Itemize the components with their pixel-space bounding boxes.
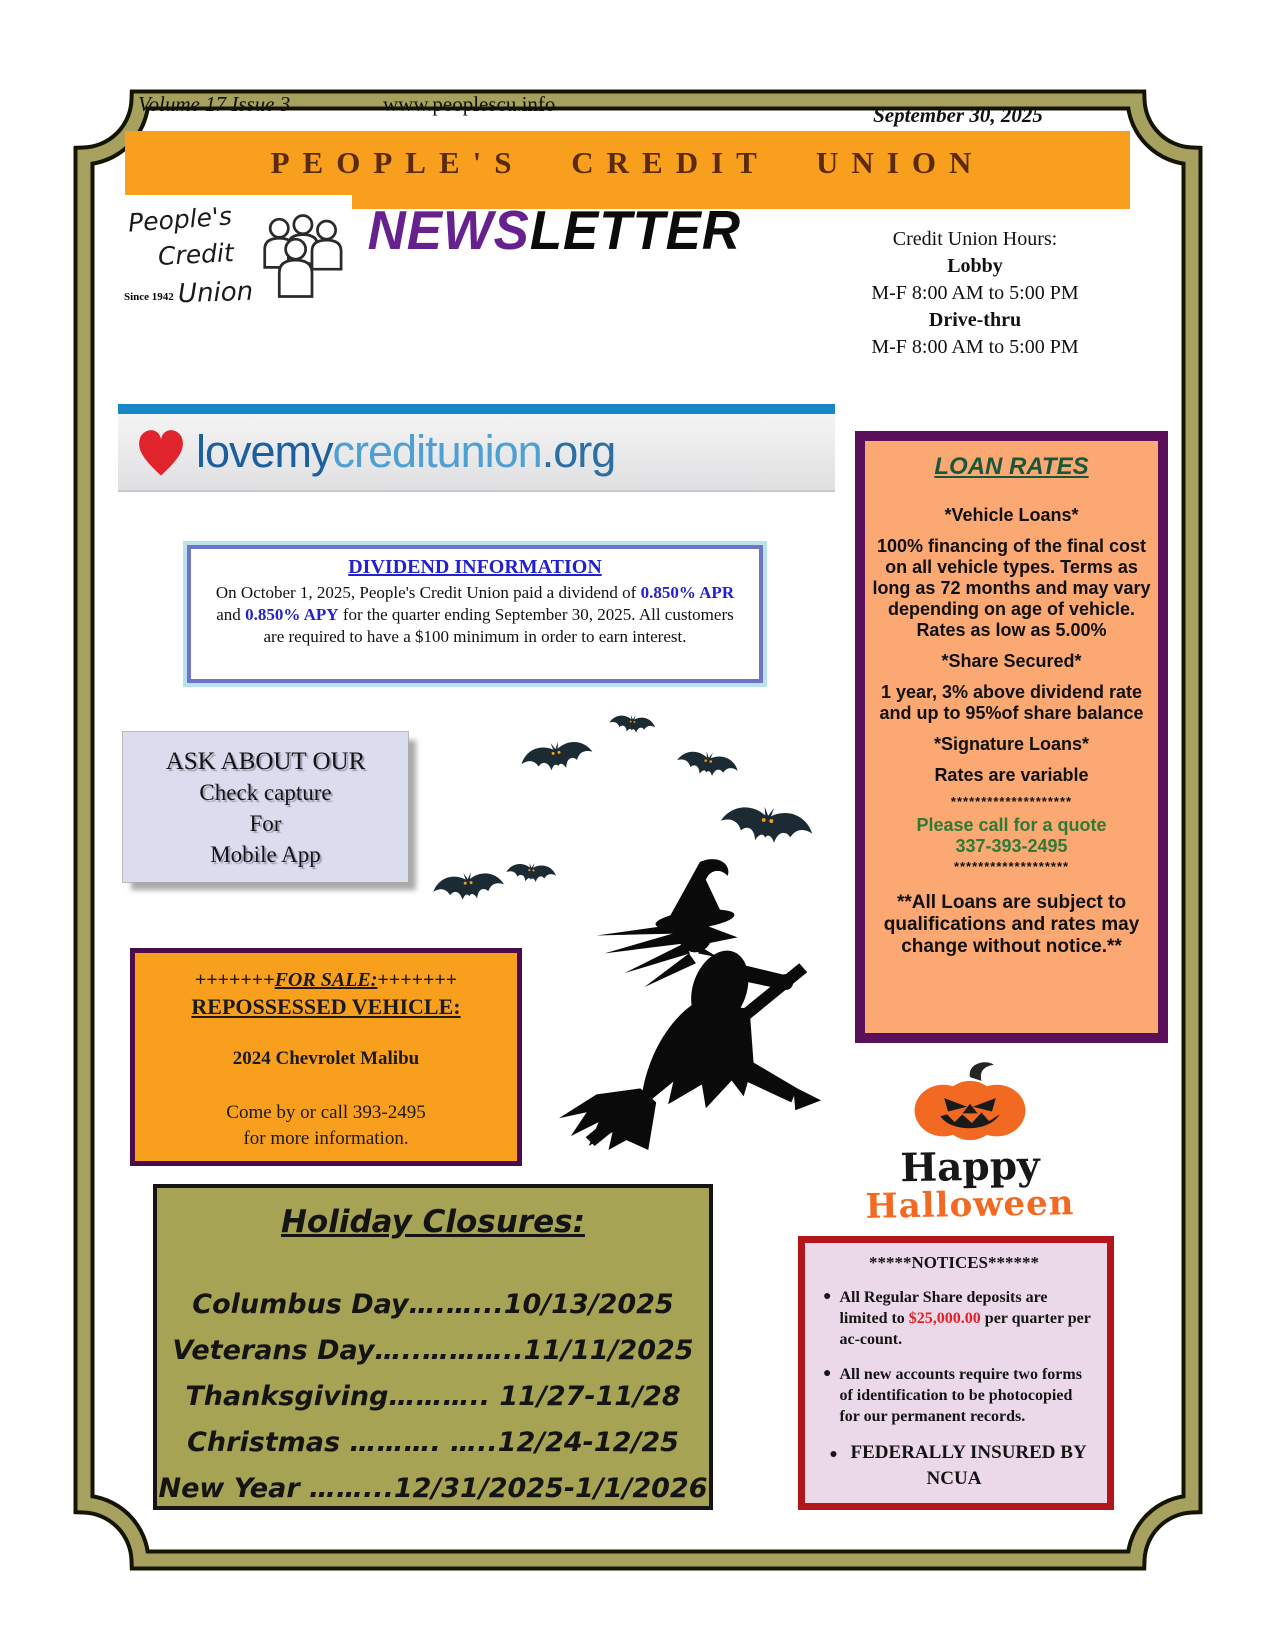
- ask-line3: For: [249, 811, 282, 836]
- lmcu-org: .org: [541, 426, 616, 477]
- holiday-item: New Year ……...12/31/2025-1/1/2026: [158, 1473, 708, 1504]
- bullet-icon: ●: [823, 1366, 832, 1381]
- signature-loans-text: Rates are variable: [934, 765, 1089, 785]
- notice-deposits-text: [839, 1287, 1093, 1350]
- loan-rates-box: [855, 431, 1168, 1043]
- holiday-closures-title: Holiday Closures:: [280, 1204, 585, 1240]
- dividend-information-box: [187, 545, 763, 683]
- bullet-icon: ●: [829, 1447, 838, 1462]
- holiday-item: Thanksgiving……….. 11/27-11/28: [185, 1381, 681, 1412]
- for-sale-subtitle: REPOSSESSED VEHICLE:: [191, 994, 461, 1019]
- halloween-text: Halloween: [865, 1183, 1075, 1227]
- ask-line1: ASK ABOUT OUR: [165, 748, 366, 775]
- lmcu-creditunion: creditunion: [332, 426, 542, 477]
- for-sale-title: FOR SALE:: [274, 969, 378, 991]
- volume-issue: Volume 17 Issue 3: [138, 92, 291, 116]
- vehicle-loans-header: *Vehicle Loans*: [944, 505, 1079, 525]
- hours-drive-value: M-F 8:00 AM to 5:00 PM: [871, 336, 1079, 358]
- for-sale-info-line2: for more information.: [243, 1128, 409, 1149]
- happy-text: Happy: [899, 1142, 1041, 1192]
- dividend-text: [207, 582, 743, 648]
- share-secured-text: 1 year, 3% above dividend rate and up to 95%of share balance: [879, 682, 1144, 723]
- notice-item: [815, 1287, 1093, 1350]
- lmcu-lovemy: lovemy: [196, 426, 333, 477]
- hours-lobby-label: Lobby: [947, 255, 1003, 277]
- ask-line2: Check capture: [199, 780, 332, 805]
- notice-deposits-post: per quarter per ac-count.: [839, 1310, 1091, 1348]
- for-sale-plus-left: +++++++: [194, 969, 275, 991]
- for-sale-info: [135, 1100, 517, 1152]
- loan-disclaimer: **All Loans are subject to qualifications and rates may change without notice.**: [883, 892, 1140, 957]
- holiday-item: Veterans Day…..………..11/11/2025: [172, 1335, 694, 1366]
- lovemycreditunion-wordmark: [196, 426, 615, 478]
- check-capture-box: [123, 732, 408, 882]
- notice-id-text: All new accounts require two forms of identification to be photocopied for our permanent records.: [839, 1366, 1082, 1425]
- website-url: www.peoplescu.info: [383, 92, 556, 116]
- quote-line1: Please call for a quote: [916, 815, 1107, 835]
- bat-icon: [432, 868, 506, 914]
- logo-text-credit: Credit: [157, 238, 235, 271]
- notice-deposits-amount: $25,000.00: [908, 1310, 981, 1327]
- stars-divider-bottom: *******************: [953, 859, 1070, 874]
- quote-phone: 337-393-2495: [955, 836, 1068, 856]
- share-secured-header: *Share Secured*: [941, 651, 1082, 671]
- hours-title: Credit Union Hours:: [892, 228, 1058, 250]
- dividend-text-p2: for the quarter ending September 30, 2025. All customers are required to have a $100 minimum in order to earn interest.: [263, 605, 734, 646]
- quote-call-text: [869, 815, 1154, 857]
- for-sale-plus-right: +++++++: [377, 969, 458, 991]
- people-group-icon: [252, 210, 352, 302]
- masthead-banner: [125, 131, 1130, 195]
- notices-title: *****NOTICES******: [868, 1253, 1040, 1272]
- stars-divider-top: ********************: [950, 794, 1073, 809]
- lovemycreditunion-banner: [118, 404, 835, 492]
- notice-ncua: [815, 1441, 1093, 1491]
- for-sale-heading: [135, 969, 517, 992]
- happy-halloween-graphic: [835, 1058, 1105, 1225]
- newsletter-title-letter: LETTER: [529, 199, 741, 261]
- ask-line4: Mobile App: [210, 842, 321, 867]
- dividend-text-p1: On October 1, 2025, People's Credit Union paid a dividend of: [215, 583, 637, 602]
- signature-loans-header: *Signature Loans*: [933, 734, 1090, 754]
- for-sale-vehicle: 2024 Chevrolet Malibu: [232, 1048, 420, 1069]
- bat-icon: [520, 738, 595, 784]
- for-sale-info-line1: Come by or call 393-2495: [226, 1102, 426, 1123]
- heart-icon: [132, 425, 190, 479]
- issue-date: September 30, 2025: [873, 103, 1043, 127]
- loan-rates-title: LOAN RATES: [934, 453, 1089, 480]
- witch-on-broom-illustration: [552, 852, 822, 1150]
- holiday-closures-box: [153, 1184, 713, 1510]
- dividend-apy: 0.850% APY: [245, 605, 339, 624]
- holiday-item: Columbus Day….…...10/13/2025: [192, 1289, 674, 1320]
- credit-union-hours: [845, 226, 1105, 361]
- notice-ncua-text: FEDERALLY INSURED BY NCUA: [850, 1442, 1087, 1489]
- hours-lobby-value: M-F 8:00 AM to 5:00 PM: [871, 282, 1079, 304]
- lovemycreditunion-blue-bar: [118, 404, 835, 414]
- notices-box: [798, 1236, 1114, 1510]
- logo-text-union: Union: [177, 276, 254, 310]
- logo-since-1942: Since 1942: [124, 291, 174, 303]
- newsletter-title-news: NEWS: [367, 199, 530, 261]
- bat-icon: [608, 712, 656, 742]
- holiday-item: Christmas ………. …..12/24-12/25: [187, 1427, 679, 1458]
- bat-icon: [675, 748, 739, 788]
- notice-item: [815, 1364, 1093, 1427]
- hours-drive-label: Drive-thru: [928, 309, 1022, 331]
- newsletter-title: [368, 198, 829, 262]
- vehicle-loans-text: 100% financing of the final cost on all vehicle types. Terms as long as 72 months and may vary depending on age of vehicle. Rates as low as 5.00%: [872, 536, 1151, 640]
- bullet-icon: ●: [823, 1289, 832, 1304]
- logo-text-peoples: People's: [127, 201, 233, 238]
- for-sale-box: [130, 948, 522, 1166]
- credit-union-name: PEOPLE'S CREDIT UNION: [270, 145, 985, 180]
- dividend-title: DIVIDEND INFORMATION: [348, 556, 602, 578]
- notice-deposits-pre: All Regular Share deposits are limited to: [839, 1289, 1048, 1327]
- bat-icon: [505, 860, 557, 892]
- lovemycreditunion-body: [118, 414, 835, 492]
- holiday-closures-list: [157, 1282, 709, 1512]
- dividend-and: and: [216, 605, 246, 624]
- dividend-apr: 0.850% APR: [640, 583, 735, 602]
- pumpkin-icon: [910, 1058, 1030, 1144]
